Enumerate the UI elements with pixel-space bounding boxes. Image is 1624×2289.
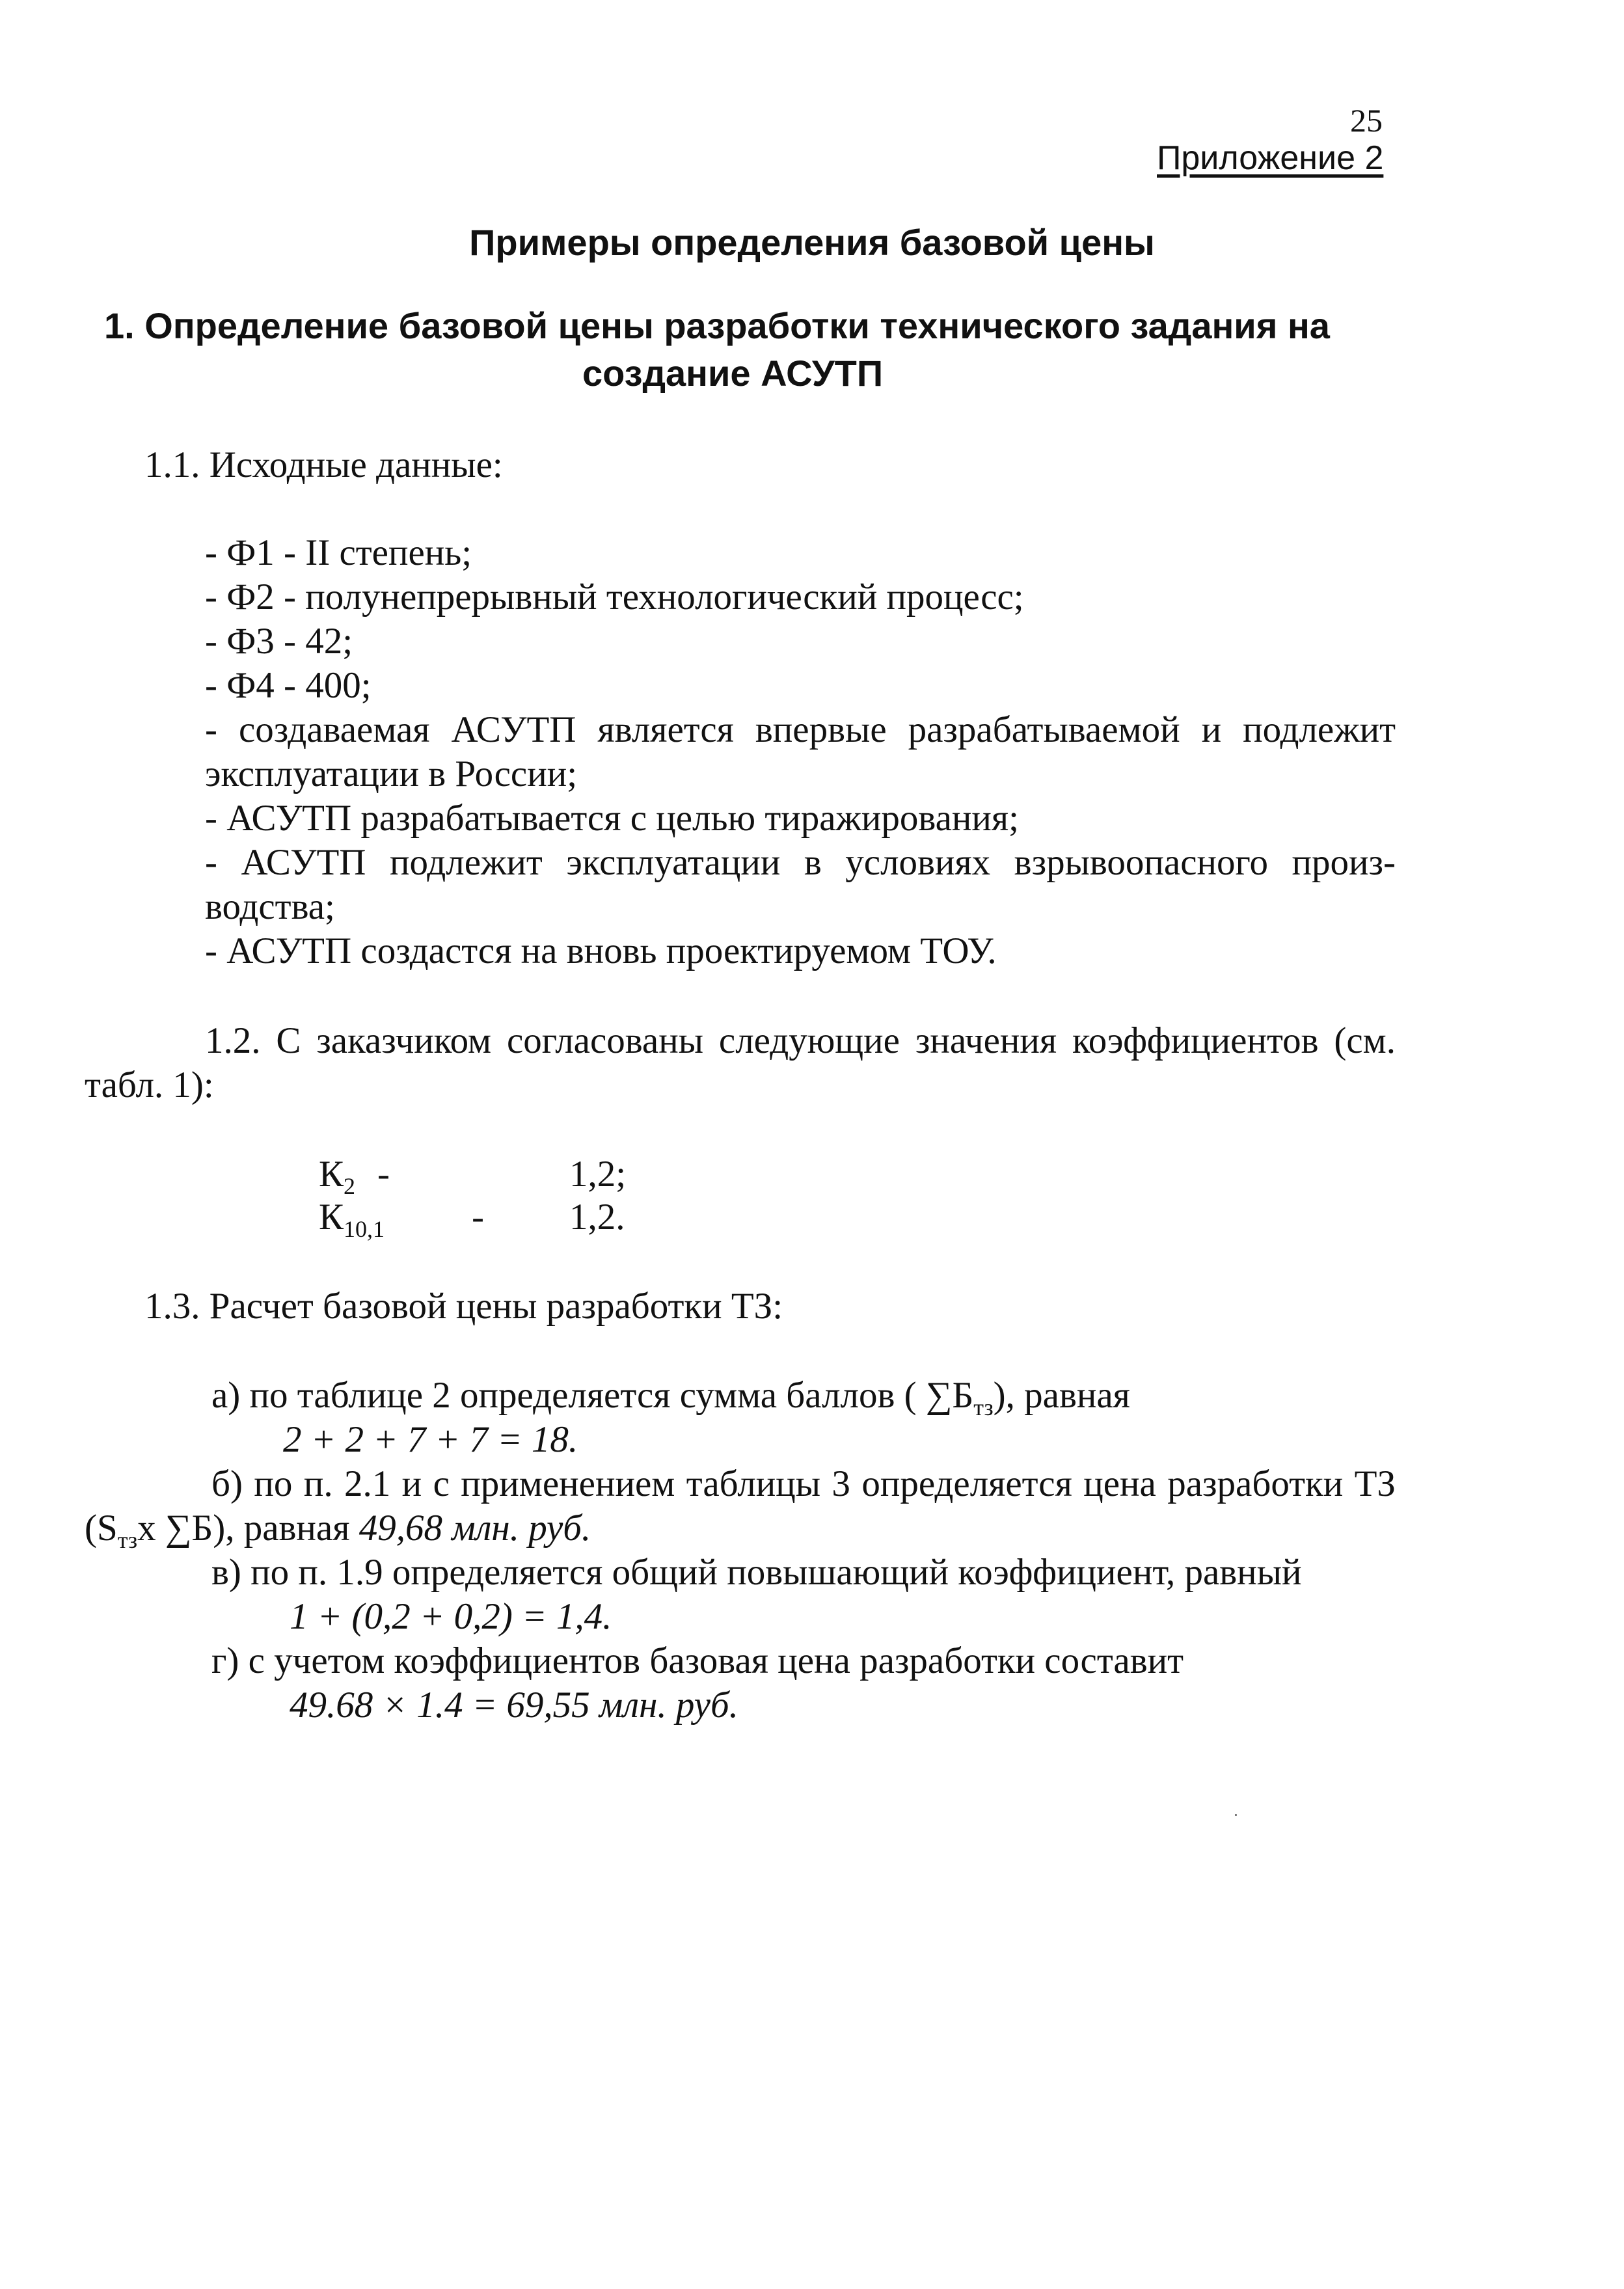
coefficient-value: 1,2. xyxy=(569,1197,625,1238)
section-heading-line2: создание АСУТП xyxy=(582,353,884,394)
paragraph-1-2-line1: 1.2. С заказчиком согласованы следующие значения коэффициентов (см. xyxy=(205,1020,1396,1061)
paragraph-1-2-line2: табл. 1): xyxy=(85,1064,214,1105)
formula-sum-points: 2 + 2 + 7 + 7 = 18. xyxy=(283,1419,578,1460)
formula-base-price: 49.68 × 1.4 = 69,55 млн. руб. xyxy=(290,1685,738,1726)
coefficient-dash: - xyxy=(472,1197,484,1238)
step-b-continuation: ($S_{тз}х$ ∑Б), равная 49,68 млн. руб. xyxy=(85,1508,591,1553)
step-b: б) по п. 2.1 и с применением таблицы 3 определяется цена разработки ТЗ xyxy=(211,1463,1396,1504)
coefficient-dash: - xyxy=(377,1154,390,1195)
list-item: - АСУТП подлежит эксплуатации в условиях взрывоопасного произ- xyxy=(205,842,1396,883)
list-item-continuation: водства; xyxy=(205,886,335,927)
step-c: в) по п. 1.9 определяется общий повышающий коэффициент, равный xyxy=(211,1552,1302,1593)
scan-speck xyxy=(1235,1814,1237,1816)
paragraph-1-1-label: 1.1. Исходные данные: xyxy=(144,444,503,485)
coefficient-subscript: 10,1 xyxy=(344,1216,385,1242)
page-number: 25 xyxy=(1350,102,1383,139)
coefficient-value: 1,2; xyxy=(569,1154,627,1195)
list-item: - АСУТП создастся на вновь проектируемом ТОУ. xyxy=(205,930,997,971)
price-value: 49,68 млн. руб. xyxy=(359,1508,591,1549)
list-item: - АСУТП разрабатывается с целью тиражирования; xyxy=(205,798,1019,839)
list-item-continuation: эксплуатации в России; xyxy=(205,753,578,794)
step-a: а) по таблице 2 определяется сумма баллов ( $\sum Б_{тз}$), равная xyxy=(211,1375,1130,1420)
list-item: - создаваемая АСУТП является впервые разрабатываемой и подлежит xyxy=(205,709,1396,750)
formula-coefficient: 1 + (0,2 + 0,2) = 1,4. xyxy=(290,1596,612,1637)
coefficient-subscript: 2 xyxy=(344,1173,356,1199)
paragraph-1-3-label: 1.3. Расчет базовой цены разработки ТЗ: xyxy=(144,1286,783,1327)
list-item: - Ф3 - 42; xyxy=(205,621,353,662)
annex-label: Приложение 2 xyxy=(1157,139,1384,177)
page-title: Примеры определения базовой цены xyxy=(469,222,1155,263)
section-heading-line1: 1. Определение базовой цены разработки технического задания на xyxy=(104,305,1330,346)
list-item: - Ф2 - полунепрерывный технологический процесс; xyxy=(205,576,1024,617)
list-item: - Ф1 - II степень; xyxy=(205,532,472,573)
step-d: г) с учетом коэффициентов базовая цена разработки составит xyxy=(211,1640,1184,1681)
coefficient-symbol: К xyxy=(319,1197,344,1238)
list-item: - Ф4 - 400; xyxy=(205,665,372,706)
coefficient-symbol: К xyxy=(319,1154,344,1195)
